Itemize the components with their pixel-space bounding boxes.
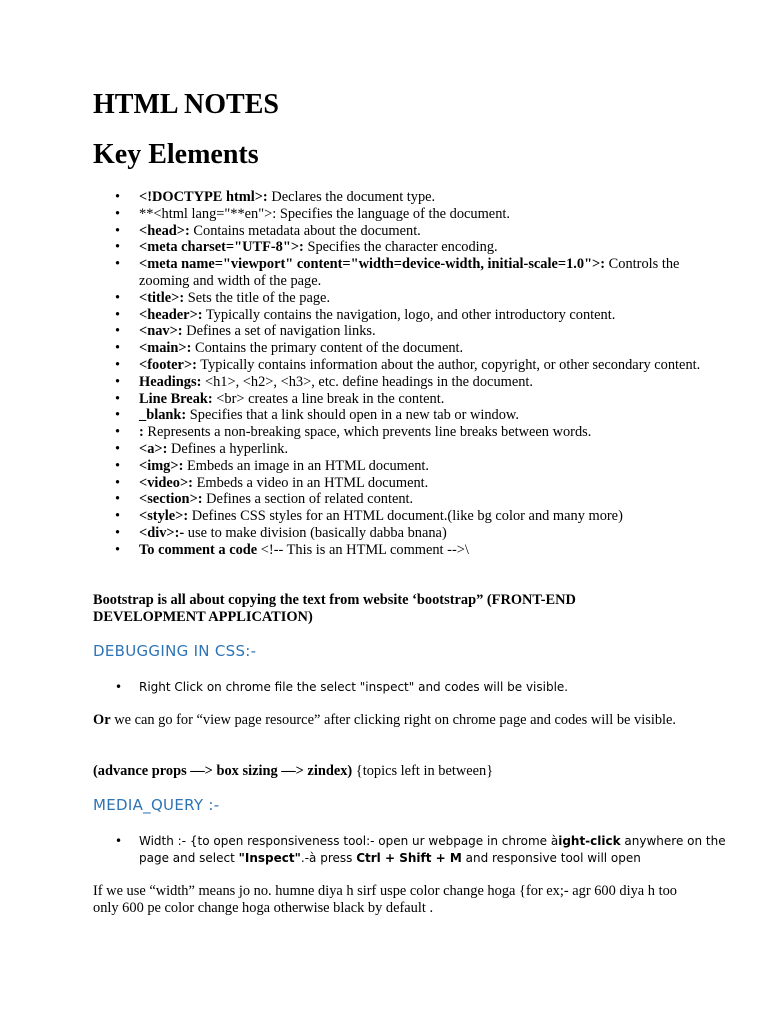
- list-item: [139, 679, 729, 696]
- element-term: <video>:: [139, 474, 193, 491]
- list-item: [139, 508, 729, 525]
- element-description: Specifies the character encoding.: [303, 239, 498, 256]
- element-term: <title>:: [139, 289, 185, 306]
- element-description: Specifies that a link should open in a new tab or window.: [186, 407, 519, 424]
- media-query-heading: MEDIA_QUERY :-: [93, 796, 220, 814]
- bootstrap-note: Bootstrap is all about copying the text from website ‘bootstrap” (FRONT-END DEVELOPMENT APPLICATION): [93, 592, 576, 625]
- element-term: Headings:: [139, 373, 202, 390]
- element-description: use to make division (basically dabba bnana): [184, 524, 447, 541]
- list-item: [139, 206, 729, 223]
- list-item: [139, 475, 729, 492]
- or-paragraph: [93, 712, 683, 729]
- element-term: <head>:: [139, 222, 190, 239]
- list-item: [139, 290, 729, 307]
- list-item: [139, 239, 729, 256]
- list-item: [139, 223, 729, 240]
- element-term: <img>:: [139, 457, 184, 474]
- media-query-text: .-à press: [300, 851, 357, 865]
- element-description: Defines a section of related content.: [202, 491, 414, 508]
- media-query-list: [93, 833, 729, 867]
- element-description: Embeds an image in an HTML document.: [183, 457, 430, 474]
- or-text: we can go for “view page resource” after clicking right on chrome page and codes will be visible.: [110, 712, 677, 728]
- list-item: [139, 441, 729, 458]
- width-note: If we use “width” means jo no. humne diya h sirf uspe color change hoga {for ex;- agr 600 diya h too only 600 pe color change hoga otherwise black by default .: [93, 883, 677, 916]
- element-description: Defines a set of navigation links.: [182, 323, 376, 340]
- list-item: [139, 307, 729, 324]
- element-description: Contains metadata about the document.: [189, 222, 421, 239]
- list-item: [139, 491, 729, 508]
- element-description: Embeds a video in an HTML document.: [192, 474, 429, 491]
- or-label: Or: [93, 712, 111, 728]
- list-item: [139, 340, 729, 357]
- element-description: Defines a hyperlink.: [167, 440, 289, 457]
- element-term: <div>:-: [139, 524, 185, 541]
- element-term: :: [139, 424, 144, 441]
- advance-props-paragraph: [93, 763, 683, 780]
- element-term: To comment a code: [139, 541, 258, 558]
- element-description: Typically contains the navigation, logo, and other introductory content.: [202, 306, 616, 323]
- debugging-list: [93, 679, 729, 696]
- key-elements-heading: Key Elements: [93, 139, 259, 170]
- element-term: <a>:: [139, 440, 168, 457]
- element-description: <!-- This is an HTML comment -->\: [257, 541, 469, 558]
- element-term: <header>:: [139, 306, 203, 323]
- element-description: <h1>, <h2>, <h3>, etc. define headings in the document.: [201, 373, 534, 390]
- list-item: [139, 374, 729, 391]
- list-item: [139, 407, 729, 424]
- list-item: [139, 323, 729, 340]
- element-term: Line Break:: [139, 390, 213, 407]
- element-description: Contains the primary content of the document.: [191, 340, 464, 357]
- list-item: [139, 542, 729, 559]
- key-elements-list: [93, 189, 729, 559]
- list-item: [139, 424, 729, 441]
- element-term: <main>:: [139, 340, 192, 357]
- advance-props-label: (advance props —> box sizing —> zindex): [93, 763, 353, 779]
- element-term: <nav>:: [139, 323, 183, 340]
- list-item: [139, 391, 729, 408]
- element-term: _blank:: [139, 407, 187, 424]
- media-query-text: Width :- {to open responsiveness tool:- open ur webpage in chrome à: [139, 834, 559, 848]
- element-term: <section>:: [139, 491, 203, 508]
- list-item: [139, 833, 729, 867]
- document-title: HTML NOTES: [93, 89, 279, 120]
- right-click-text: ight-click: [558, 834, 621, 848]
- inspect-text: "Inspect": [238, 851, 301, 865]
- media-query-text: and responsive tool will open: [461, 851, 641, 865]
- element-description: <br> creates a line break in the content.: [212, 390, 445, 407]
- element-term: <meta name="viewport" content="width=device-width, initial-scale=1.0">:: [139, 256, 606, 273]
- element-description: Represents a non-breaking space, which prevents line breaks between words.: [143, 424, 592, 441]
- element-description: **<html lang="**en">: Specifies the language of the document.: [139, 205, 510, 222]
- element-term: <style>:: [139, 508, 189, 525]
- debugging-heading: DEBUGGING IN CSS:-: [93, 642, 257, 660]
- debugging-bullet-text: Right Click on chrome file the select "inspect" and codes will be visible.: [139, 680, 569, 694]
- list-item: [139, 189, 729, 206]
- element-description: Declares the document type.: [267, 189, 436, 205]
- list-item: [139, 525, 729, 542]
- list-item: [139, 357, 729, 374]
- element-term: <!DOCTYPE html>:: [139, 189, 268, 205]
- list-item: [139, 256, 729, 290]
- element-description: Controls the zooming and width of the page.: [139, 256, 680, 289]
- element-description: Typically contains information about the author, copyright, or other secondary content.: [196, 356, 701, 373]
- media-query-text: anywhere on the page and select: [139, 834, 726, 865]
- element-term: <footer>:: [139, 356, 197, 373]
- element-description: Sets the title of the page.: [184, 289, 331, 306]
- element-description: Defines CSS styles for an HTML document.(like bg color and many more): [188, 508, 623, 525]
- list-item: [139, 458, 729, 475]
- advance-props-text: {topics left in between}: [352, 763, 494, 779]
- element-term: <meta charset="UTF-8">:: [139, 239, 304, 256]
- shortcut-text: Ctrl + Shift + M: [356, 851, 462, 865]
